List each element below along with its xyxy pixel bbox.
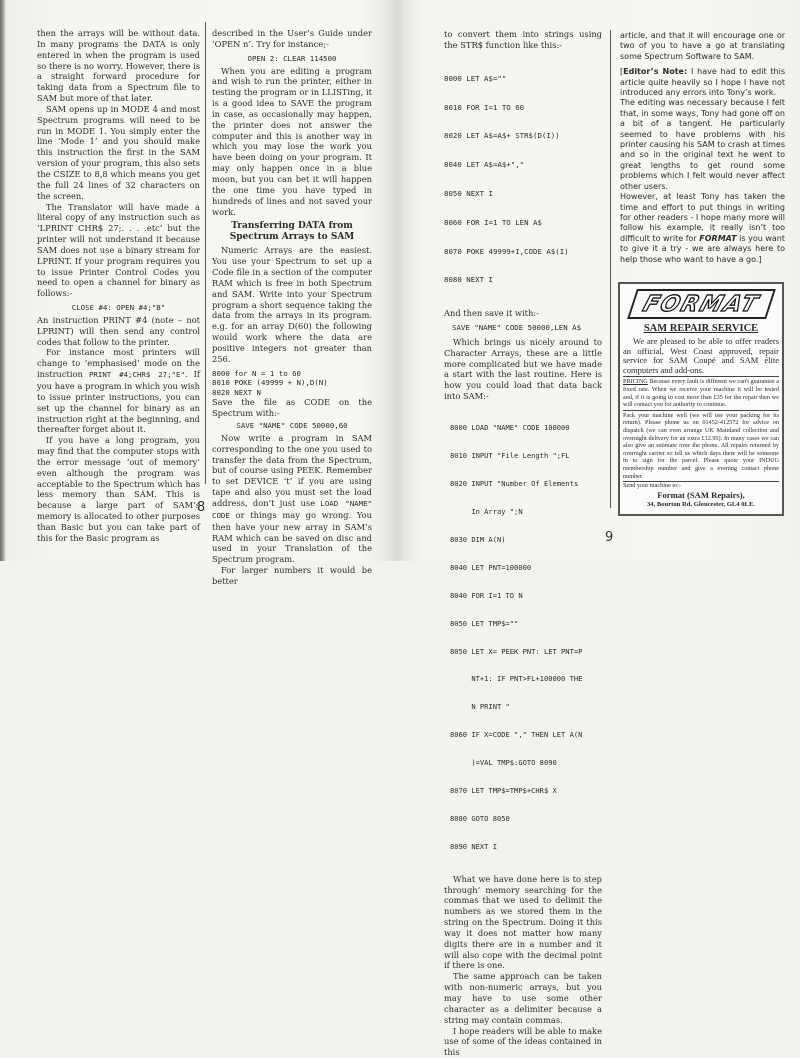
paragraph [37,347,200,435]
code-line: 8060 IF X=CODE "," THEN LET A(N [450,730,583,740]
text: For instance most printers will change to ‘emphasised’ mode on the instruction [37,347,200,380]
text: However, at least Tony has taken the time and effort to put things in writing for other readers - I hope many more will follow his example, it really isn’t too difficult to write for [620,192,785,243]
paragraph: The Translator will have made a literal copy of any instruction such as ‘LPRINT CHR$ 27;. . . .etc’ but the printer will not understand it because SAM does not use a binary stream for LPRINT. If your program requires you to issue Printer Control Codes you need to open a channel for binary as follows:- [37,201,200,299]
code-block [212,369,372,398]
code-line: OPEN 2: CLEAR 114500 [247,53,337,63]
paragraph: If you have a long program, you may find that the computer stops with the error message ‘out of memory’ even although the program was acceptable to the Spectrum which has less memory than SAM. This is because a large part of SAM’s memory is allocated to other purposes than Basic but you can take part of this for the Basic program as [37,435,200,543]
code-line: 8010 INPUT "File Length ";FL [450,451,570,461]
text: or things may go wrong. You then have your new array in SAM’s RAM which can be saved on disc and used in your Translation of the Spectrum program. [212,509,372,565]
bracket: [ [620,67,624,77]
advert-packing: Pack your machine well (we will use your packing for its return). Please phone us on 01452-412572 for advice on dispatch (we can even arrange UK Mainland collection and overnight delivery for an extra £12.95). In many cases we can also give an estimate over the phone. All repairs returned by overnight carrier so tell us which days there will be someone in to sign for the parcel. Please quote your INDUG membership number and give a evening contact phone number. [623,411,779,482]
code-line: 8040 LET PNT=100000 [450,562,532,572]
code-line: CLOSE #4: OPEN #4;"B" [71,303,166,313]
code-line: )=VAL TMP$:GOTO 8090 [450,758,557,768]
logo-text: FORMAT [639,291,763,317]
text: I have had to edit this article quite heavily so I hope I have not introduced any errors into Tony’s work. [620,67,785,98]
code-line: 8020 INPUT "Number Of Elements [450,479,579,489]
code-line: 8070 LET TMP$=TMP$+CHR$ X [450,786,557,796]
code-line: 8080 NEXT I [444,275,493,285]
repair-service-advert [618,282,784,516]
right-page-column-1 [444,29,602,1058]
code-line: In Array ";N [450,507,523,517]
text: is you want to give it a try - we are always here to help those who want to have a go.] [620,233,786,264]
code-line: 8030 DIM A(N) [450,535,506,545]
address-line: 34, Bourton Rd, Gloucester, GL4 0LE. [646,500,755,508]
format-logo [623,286,779,322]
right-page-column-2 [620,31,785,265]
address-name: Format (SAM Repairs), [657,489,745,500]
paragraph: I hope readers will be able to make use of some of the ideas contained in this [444,1025,602,1058]
heading-line: Spectrum Arrays to SAM [229,232,355,243]
paragraph: SAM opens up in MODE 4 and most Spectrum programs will need to be run in MODE 1. You simply enter the line ‘Mode 1’ and you should make this instruction the first in the SAM version of your program, this also sets the CSIZE to 8,8 which means you get the full 24 lines of 32 characters on the screen. [37,103,200,201]
code-line: 8050 NEXT I [444,189,493,198]
page-number: 9 [605,530,614,545]
code-line: 8050 LET X= PEEK PNT: LET PNT=P [450,646,583,656]
code-line: 8010 POKE (49999 + N),D(N) [212,378,328,388]
brand-name: FORMAT [699,233,737,243]
paragraph: For larger numbers it would be better [212,565,372,586]
left-page-column-1 [37,28,200,544]
paragraph: Save the file as CODE on the Spectrum with:- [212,397,372,419]
code-line: NT+1: IF PNT>FL+100000 THE [450,674,583,684]
paragraph: article, and that it will encourage one or two of you to have a go at translating some Spectrum Software to SAM. [620,31,785,61]
paragraph [212,433,372,565]
paragraph: to convert them into strings using the STR$ function like this:- [444,29,602,50]
paragraph: then the arrays will be without data. In many programs the DATA is only entered in when the program is used so there is no worry. However, there is a straight forward procedure for taking data from a Spectrum file to SAM but more of that later. [37,28,200,104]
code-line: 8000 LET A$="" [444,73,507,83]
heading-line: Transferring DATA from [231,221,353,232]
paragraph: What we have done here is to step through‘ memory searching for the commas that we used to delimit the numbers as we stored them in the string on the Spectrum. Doing it this way it does not matter how many digits there are in a number and it will also cope with the decimal point if there is one. [444,873,602,971]
inline-code: PRINT #4;CHR$ 27;"E" [88,370,185,380]
code-line: 8000 LOAD "NAME" CODE 100000 [450,423,570,433]
paragraph: The editing was necessary because I felt that, in some ways, Tony had gone off on a bit of a tangent. He particularly seemed to have problems with his printer causing his SAM to crash at times and so in the original text he went to great lengths to get round some problems which I felt would never affect other users. [620,98,785,191]
paragraph: described in the User’s Guide under ‘OPEN n’. Try for instance;- [212,28,372,49]
advert-send-to: Send your machine to:- [623,482,681,490]
code-line: 8000 for N = 1 to 60 [212,368,301,378]
paragraph: An instruction PRINT #4 (note – not LPRINT) will then send any control codes that follow to the printer. [37,314,200,347]
paragraph: The same approach can be taken with non-numeric arrays, but you may have to use some other character as a delimiter because a string may contain commas. [444,971,602,1025]
paragraph: Which brings us nicely around to Character Arrays, these are a little more complicated but we have made a start with the last routine. Here is how you could load that data back into SAM:- [444,336,602,402]
code-line: 8020 NEXT N [212,387,261,397]
text: . If you have a program in which you wish to issue printer instructions, you can set up the channel for binary as an instruction right at the beginning, and thereafter forget about it. [37,369,200,435]
inline-code: LOAD "NAME" CODE [212,499,372,520]
code-block [444,55,602,304]
advert-pricing [623,377,779,410]
paragraph: Numeric Arrays are the easiest. You use your Spectrum to set up a Code file in a section of the computer RAM which is free in both Spectrum and SAM. Write into your Spectrum program a short sequence taking the data from the arrays in its program. e.g. for an array D(60) the following would work where the data are positive integers not greater than 256. [212,245,372,364]
code-line: 8040 FOR I=1 TO N [450,590,523,600]
code-line: SAVE "NAME" CODE 50000,LEN A$ [452,322,582,332]
code-line: 8050 LET TMP$="" [450,618,519,628]
column-rule [610,30,611,508]
column-rule [205,22,206,484]
code-line: 8020 LET A$=A$+ STR$(D(I)) [444,131,560,141]
advert-title: SAM REPAIR SERVICE [643,323,759,334]
text: Now write a program in SAM corresponding to the one you used to transfer the data from the Spectrum, but of course using PEEK. Remember to set DEVICE ‘t’ if you are using tape and also you must set the load address, don’t just use [212,432,372,508]
left-page-column-2 [212,28,372,587]
code-block [450,405,602,870]
advert-intro: We are pleased to be able to offer readers an official, West Coast approved, repair service for SAM Coupé and SAM élite computers and add-ons. [623,337,779,377]
code-line: 8080 GOTO 8050 [450,813,510,823]
paragraph: When you are editing a program and wish to run the printer, either in testing the program or in LLISTing, it is a good idea to SAVE the program in case, as occasionally may happen, the printer does not answer the computer and this is another way in which you may lose the work you have been doing on your program. It may only happen once in a blue moon, but you can bet it will happen the one time you have typed in hundreds of lines and not saved your work. [212,65,372,217]
editors-note [620,67,785,98]
code-line: SAVE "NAME" CODE 50000,60 [236,421,348,431]
text: Because every fault is different we can't guarantee a fixed rate. When we receive your machine it will be tested and, if it is going to cost more than £35 for the repair then we will contact you for authority to continue. [623,378,779,409]
code-line: 8060 FOR I=1 TO LEN A$ [444,217,542,227]
code-line: 8010 FOR I=1 TO 60 [444,102,525,112]
page-number: 8 [197,500,206,515]
section-heading [212,221,372,243]
paragraph [620,192,785,265]
code-line: 8090 NEXT I [450,841,497,851]
code-line: 8070 POKE 49999+I,CODE A$(I) [444,246,569,256]
paragraph: And then save it with:- [444,308,539,319]
pricing-label: PRICING [623,378,648,386]
code-line: N PRINT " [450,702,510,712]
editors-note-label: Editor’s Note: [623,67,688,77]
code-line: 8040 LET A$=A$+"," [444,160,525,170]
